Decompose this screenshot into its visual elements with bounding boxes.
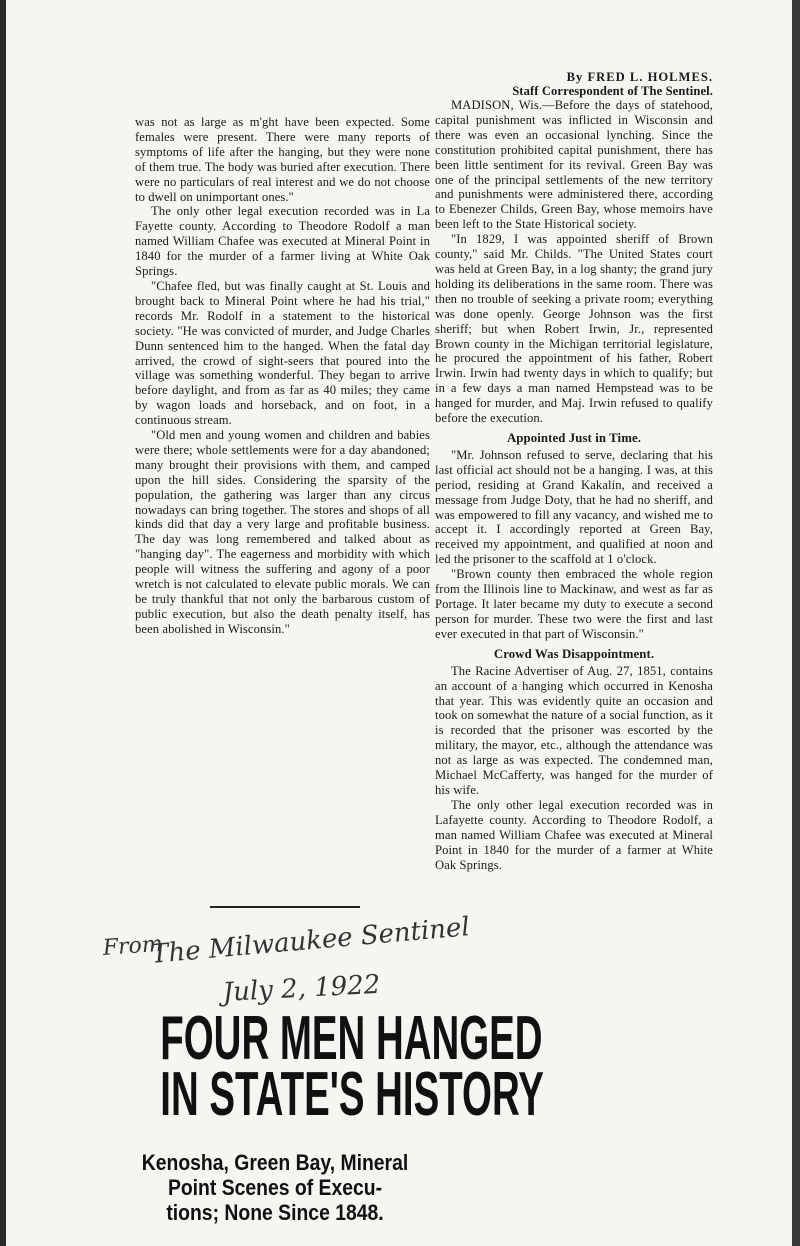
- staff-line: Staff Correspondent of The Sentinel.: [512, 84, 713, 98]
- left-paragraph-4: "Old men and young women and children and babies were there; whole settlements were for a day abandoned; many brought their provisions with them, and camped upon the hill sides. Considering the sparsity of the population, the gathering was larger than any circus nowadays can bring together. The stores and shops of all kinds did that day a very large and profitable business. The day was long remembered and talked about as "hanging day". The eagerness and morbidity with which people will witness the suffering and agony of a poor wretch is not calculated to elevate public morals. We can be truly thankful that not only the barbarous custom of public execution, but also the death penalty itself, has been abolished in Wisconsin.": [135, 428, 430, 636]
- left-paragraph-2: The only other legal execution recorded was in La Fayette county. According to Theodore Rodolf a man named William Chafee was executed at Mineral Point in 1840 for the murder of a farmer living at White Oak Springs.: [135, 204, 430, 279]
- handwritten-from: From: [102, 931, 164, 961]
- right-paragraph-2: "In 1829, I was appointed sheriff of Brown county," said Mr. Childs. "The United States court was held at Green Bay, in a log shanty; the grand jury holding its deliberations in the same room. There was then no trouble of seeking a private room; everything was done openly. George Johnson was the first sheriff; but when Robert Irwin, Jr., represented Brown county in the Michigan territorial legislature, he procured the appointment of his father, Robert Irwin. Irwin had twenty days in which to qualify; but in a few days a man named Hempstead was to be hanged for murder, and Maj. Irwin refused to qualify before the execution.: [435, 232, 713, 426]
- handwritten-source: The Milwaukee Sentinel: [150, 912, 471, 970]
- scan-edge-left: [0, 0, 6, 1246]
- left-paragraph-3: "Chafee fled, but was finally caught at St. Louis and brought back to Mineral Point where he had his trial," records Mr. Rodolf in a statement to the historical society. "He was convicted of murder, and Judge Charles Dunn sentenced him to the hanged. When the fatal day arrived, the crowd of sight-seers that poured into the village was something wonderful. They began to arrive before daylight, and from as far as 40 miles; they came by wagon loads and horseback, and on foot, in a continuous stream.: [135, 278, 430, 428]
- right-paragraph-3: "Mr. Johnson refused to serve, declaring that his last official act should not be a hanging. I was, at this period, residing at Grand Kakalin, and received a message from Judge Doty, that he had no sheriff, and was empowered to fill any vacancy, and wished me to accept it. I accordingly reported at Green Bay, received my appointment, and qualified at noon and led the prisoner to the scaffold at 1 o'clock.: [435, 447, 713, 567]
- deck-line-1: Kenosha, Green Bay, Mineral: [141, 1150, 409, 1175]
- byline: By FRED L. HOLMES.: [566, 70, 713, 84]
- left-column: [135, 115, 430, 637]
- deck-line-3: tions; None Since 1848.: [166, 1200, 384, 1225]
- deck-line-2: Point Scenes of Execu-: [167, 1175, 383, 1200]
- column-end-rule: [210, 906, 360, 908]
- left-paragraph-1: was not as large as m'ght have been expected. Some females were present. There were many reports of symptoms of life after the hanging, but they were none of them true. The body was buried after execution. There were no particulars of real interest and we do not choose to dwell on unimportant ones.": [135, 115, 430, 204]
- right-paragraph-4: "Brown county then embraced the whole region from the Illinois line to Mackinaw, and west as far as Portage. It later became my duty to execute a second person for murder. These two were the first and last ever executed in that part of Wisconsin.": [435, 567, 713, 641]
- subhead-crowd: Crowd Was Disappointment.: [493, 646, 655, 661]
- right-paragraph-intro: MADISON, Wis.—Before the days of statehood, capital punishment was inflicted in Wisconsin and there was even an occasional lynching. Since the constitution prohibited capital punishment, there has been little sentiment for its revival. Green Bay was one of the principal settlements of the new territory and punishments were administered there, according to Ebenezer Childs, Green Bay, whose memoirs have been left to the State Historical society.: [435, 98, 713, 232]
- subheadline-deck: [130, 1150, 420, 1225]
- scan-edge-right: [792, 0, 800, 1246]
- right-paragraph-5: The Racine Advertiser of Aug. 27, 1851, contains an account of a hanging which occurred in Kenosha that year. This was evidently quite an occasion and took on somewhat the nature of a social function, as it is recorded that the prisoner was escorted by the military, the mayor, etc., although the attendance was not as large as was expected. The condemned man, Michael McCafferty, was hanged for the murder of his wife.: [435, 663, 713, 797]
- right-column: [435, 70, 713, 872]
- handwritten-date: July 2, 1922: [222, 969, 382, 1008]
- headline-line-1: FOUR MEN HANGED: [160, 1004, 543, 1073]
- right-paragraph-6: The only other legal execution recorded was in Lafayette county. According to Theodore Rodolf, a man named William Chafee was executed at Mineral Point in 1840 for the murder of a farmer at White Oak Springs.: [435, 797, 713, 872]
- subhead-appointed: Appointed Just in Time.: [506, 430, 642, 445]
- headline-line-2: IN STATE'S HISTORY: [160, 1060, 544, 1129]
